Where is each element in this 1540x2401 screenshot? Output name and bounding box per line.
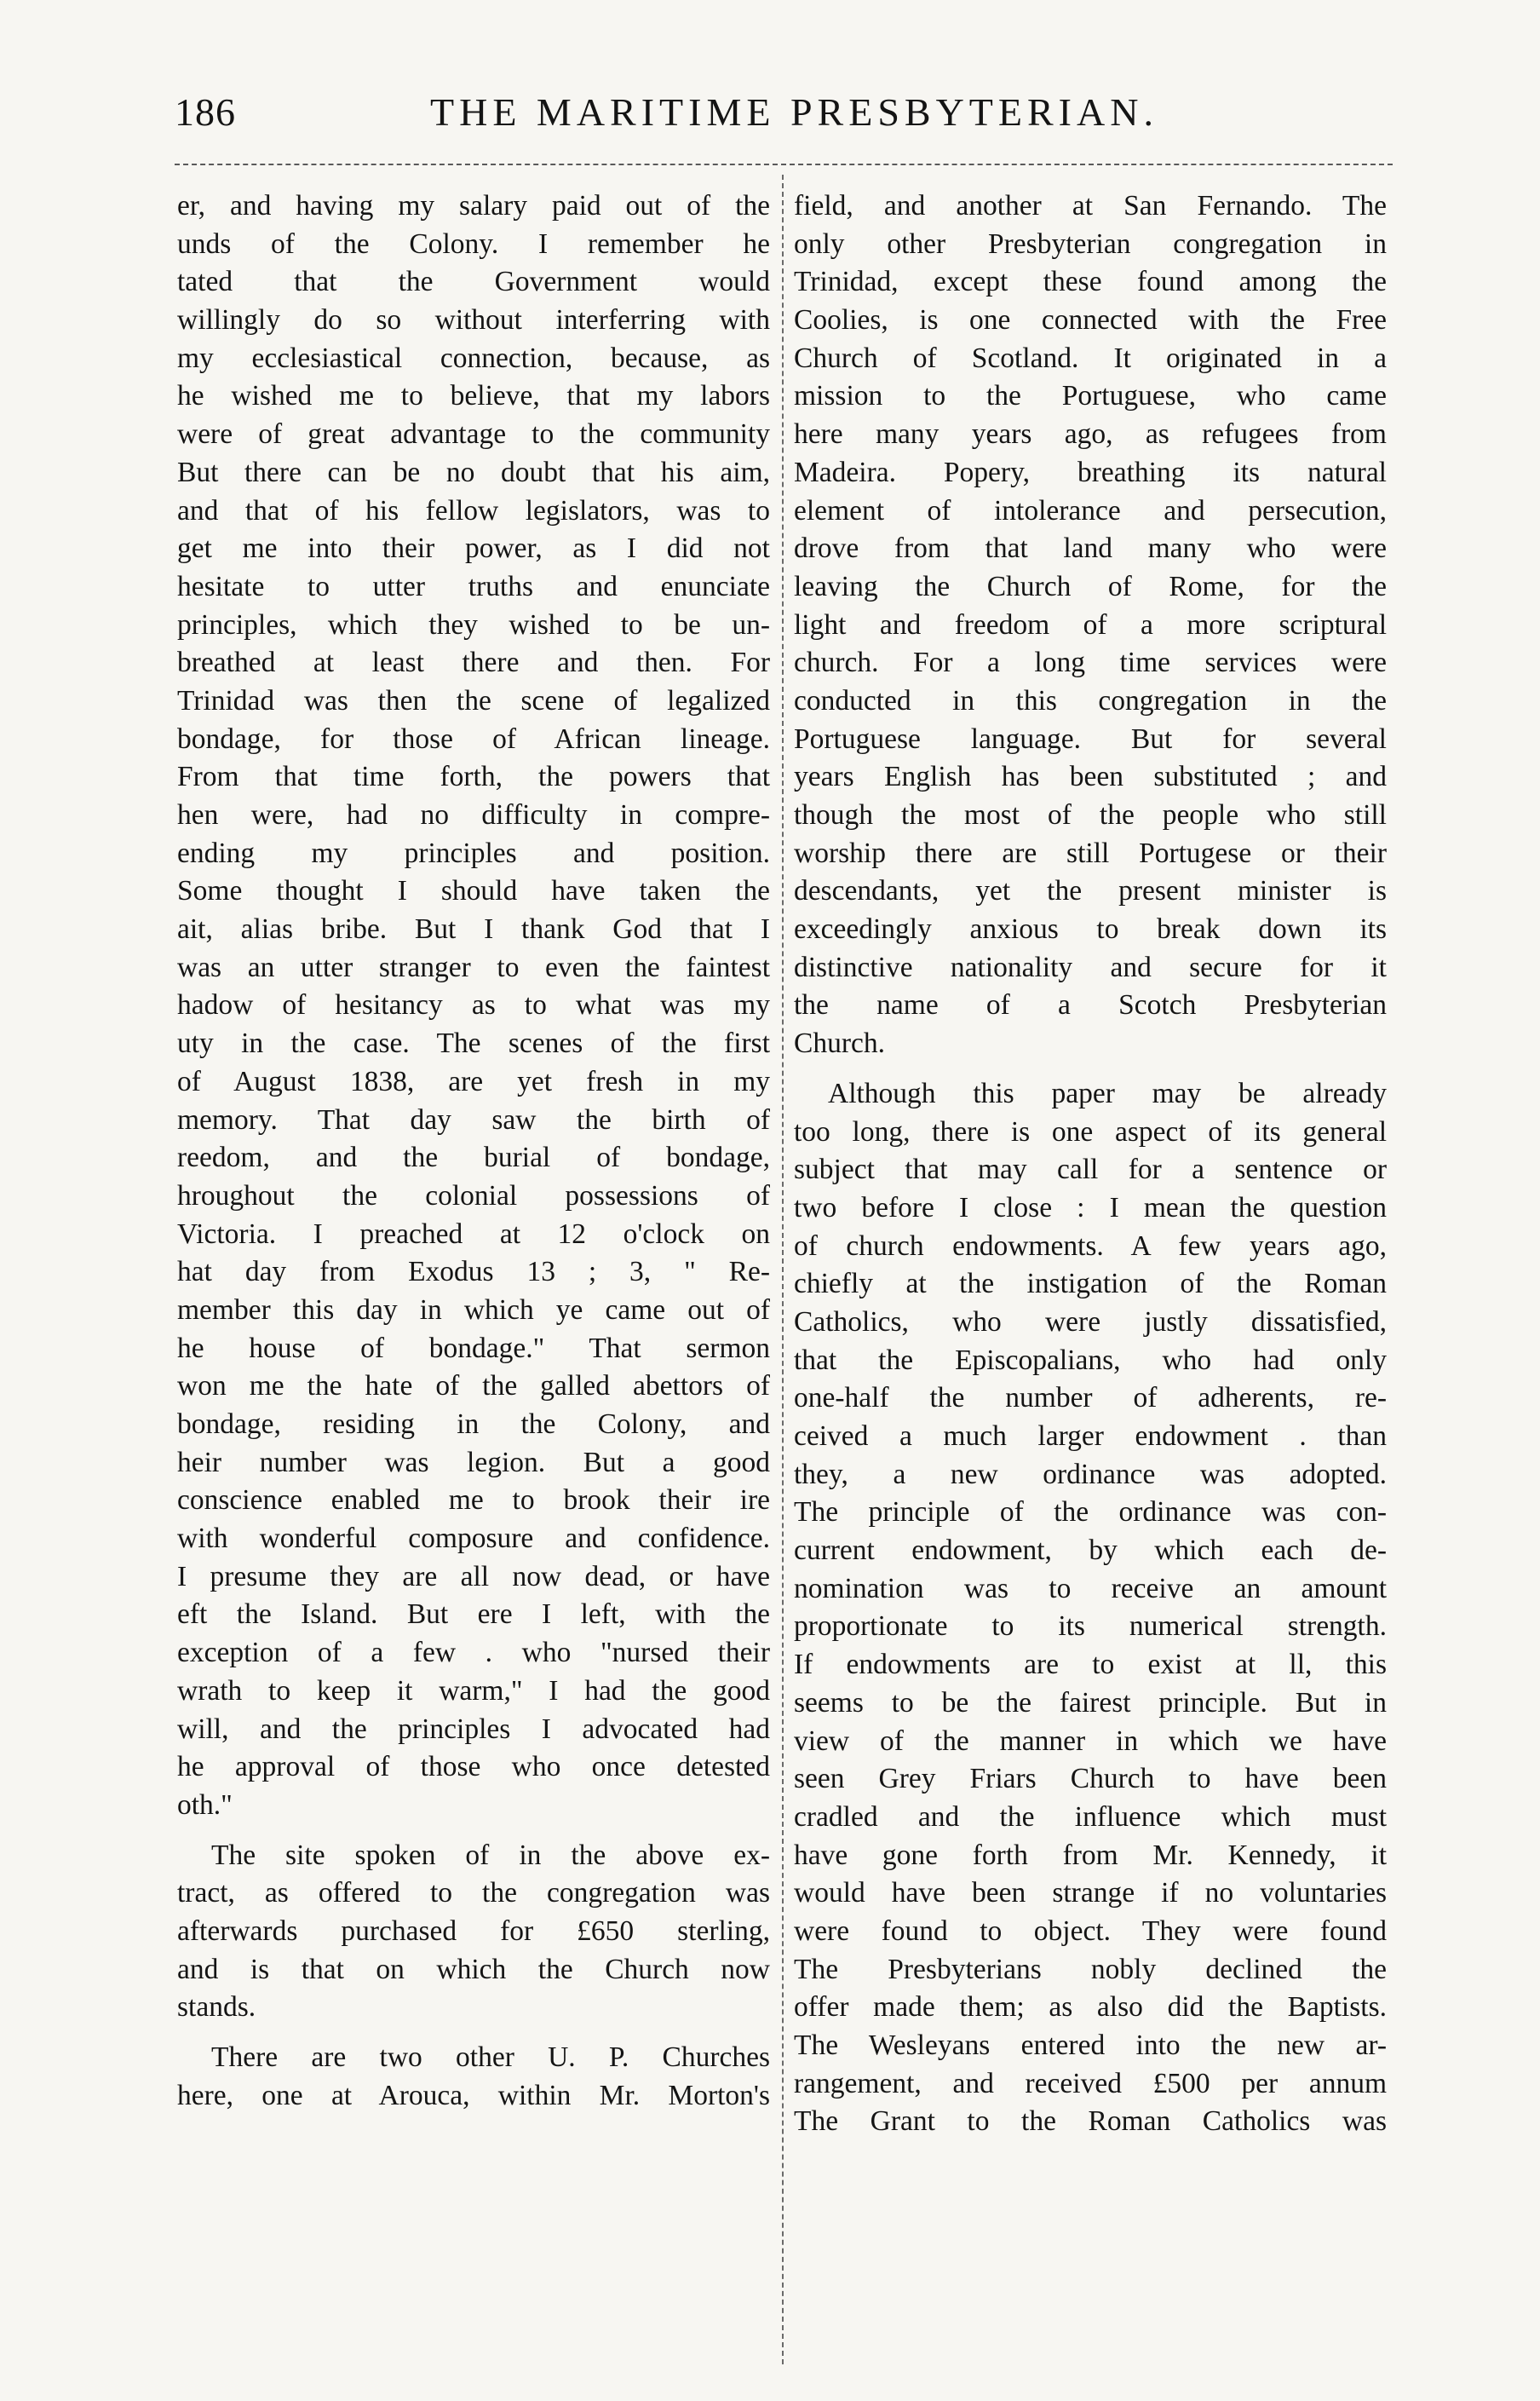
text-line: descendants, yet the present minister is [794, 875, 1387, 907]
text-line: oth." [177, 1788, 233, 1821]
text-line: Madeira. Popery, breathing its natural [794, 456, 1387, 488]
text-line: But there can be no doubt that his aim, [177, 456, 770, 488]
text-line: Church. [794, 1028, 885, 1060]
text-line: seems to be the fairest principle. But in [794, 1686, 1387, 1719]
right-column [794, 187, 1387, 2141]
text-line: won me the hate of the galled abettors of [177, 1370, 770, 1402]
text-line: The Grant to the Roman Catholics was [794, 2105, 1387, 2138]
header-rule [175, 164, 1393, 165]
text-line: I presume they are all now dead, or have [177, 1560, 770, 1592]
text-line: of August 1838, are yet fresh in my [177, 1065, 770, 1097]
text-line: Although this paper may be already [828, 1077, 1387, 1109]
paragraph [794, 187, 1387, 1063]
text-line: conducted in this congregation in the [794, 684, 1387, 717]
text-line: get me into their power, as I did not [177, 533, 770, 565]
text-line: Trinidad, except these found among the [794, 266, 1387, 298]
text-line: ait, alias bribe. But I thank God that I [177, 913, 770, 946]
text-line: would have been strange if no voluntaries [794, 1877, 1387, 1909]
text-line: Some thought I should have taken the [177, 875, 770, 907]
text-line: the name of a Scotch Presbyterian [794, 989, 1387, 1022]
text-line: only other Presbyterian congregation in [794, 227, 1387, 260]
text-line: The site spoken of in the above ex- [211, 1839, 770, 1871]
page-number: 186 [175, 90, 236, 134]
paragraph-gap [177, 1825, 770, 1837]
paragraph-gap [794, 1063, 1387, 1075]
page-header [175, 89, 1393, 141]
text-line: stands. [177, 1991, 256, 2024]
text-line: too long, there is one aspect of its general [794, 1115, 1387, 1148]
text-line: cradled and the influence which must [794, 1800, 1387, 1833]
text-line: hroughout the colonial possessions of [177, 1179, 770, 1212]
text-line: light and freedom of a more scriptural [794, 608, 1387, 641]
text-line: offer made them; as also did the Baptists. [794, 1991, 1387, 2024]
paragraph [794, 1075, 1387, 2141]
paragraph-gap [177, 2027, 770, 2039]
text-line: they, a new ordinance was adopted. [794, 1458, 1387, 1490]
text-line: worship there are still Portugese or their [794, 837, 1387, 869]
text-line: The principle of the ordinance was con- [794, 1496, 1387, 1529]
text-line: The Wesleyans entered into the new ar- [794, 2030, 1387, 2061]
text-line: Victoria. I preached at 12 o'clock on [177, 1218, 770, 1250]
text-line: willingly do so without interferring with [177, 304, 770, 337]
text-line: tract, as offered to the congregation was [177, 1877, 770, 1909]
running-title: THE MARITIME PRESBYTERIAN. [430, 90, 1158, 134]
text-line: conscience enabled me to brook their ire [177, 1484, 770, 1517]
text-line: were found to object. They were found [794, 1914, 1387, 1947]
text-line: here, one at Arouca, within Mr. Morton's [177, 2079, 770, 2111]
text-line: hesitate to utter truths and enunciate [177, 570, 770, 602]
text-line: of church endowments. A few years ago, [794, 1229, 1387, 1262]
text-line: one-half the number of adherents, re- [794, 1382, 1387, 1414]
text-line: years English has been substituted ; and [794, 761, 1387, 793]
text-line: hat day from Exodus 13 ; 3, " Re- [177, 1256, 770, 1288]
text-line: he house of bondage." That sermon [177, 1332, 770, 1364]
text-line: he approval of those who once detested [177, 1751, 770, 1783]
text-line: exceedingly anxious to break down its [794, 913, 1387, 946]
text-line: though the most of the people who still [794, 799, 1387, 831]
text-line: with wonderful composure and confidence. [177, 1523, 770, 1555]
text-line: bondage, for those of African lineage. [177, 723, 770, 755]
text-line: subject that may call for a sentence or [794, 1154, 1387, 1186]
text-line: that the Episcopalians, who had only [794, 1344, 1387, 1376]
text-line: Catholics, who were justly dissatisfied, [794, 1305, 1387, 1338]
text-line: Portuguese language. But for several [794, 723, 1387, 755]
text-line: uty in the case. The scenes of the first [177, 1028, 770, 1060]
paragraph [177, 187, 770, 1825]
text-line: memory. That day saw the birth of [177, 1103, 770, 1136]
text-line: unds of the Colony. I remember he [177, 227, 770, 260]
text-line: proportionate to its numerical strength. [794, 1610, 1387, 1643]
text-line: heir number was legion. But a good [177, 1446, 770, 1478]
text-line: seen Grey Friars Church to have been [794, 1763, 1387, 1795]
text-line: element of intolerance and persecution, [794, 494, 1387, 527]
text-line: hen were, had no difficulty in compre- [177, 799, 770, 831]
text-line: two before I close : I mean the question [794, 1191, 1387, 1224]
text-line: member this day in which ye came out of [177, 1293, 770, 1326]
paragraph [177, 2039, 770, 2115]
text-line: rangement, and received £500 per annum [794, 2067, 1387, 2099]
text-line: eft the Island. But ere I left, with the [177, 1598, 770, 1631]
text-line: reedom, and the burial of bondage, [177, 1142, 770, 1174]
column-rule [782, 175, 784, 2364]
text-line: ceived a much larger endowment . than [794, 1420, 1387, 1452]
text-line: breathed at least there and then. For [177, 647, 770, 679]
text-line: bondage, residing in the Colony, and [177, 1408, 770, 1440]
text-line: mission to the Portuguese, who came [794, 380, 1387, 412]
text-line: afterwards purchased for £650 sterling, [177, 1914, 770, 1947]
text-line: If endowments are to exist at ll, this [794, 1649, 1387, 1681]
text-line: wrath to keep it warm," I had the good [177, 1674, 770, 1707]
text-line: principles, which they wished to be un- [177, 608, 770, 641]
text-line: exception of a few . who "nursed their [177, 1637, 770, 1669]
text-line: The Presbyterians nobly declined the [794, 1953, 1387, 1985]
text-line: distinctive nationality and secure for it [794, 951, 1387, 983]
left-column [177, 187, 770, 2115]
text-line: was an utter stranger to even the faintest [177, 951, 770, 983]
text-line: drove from that land many who were [794, 533, 1387, 565]
text-line: nomination was to receive an amount [794, 1572, 1387, 1604]
text-line: current endowment, by which each de- [794, 1534, 1387, 1567]
text-line: and that of his fellow legislators, was to [177, 494, 770, 527]
text-line: and is that on which the Church now [177, 1953, 770, 1985]
text-line: hadow of hesitancy as to what was my [177, 989, 770, 1022]
text-line: were of great advantage to the community [177, 418, 770, 451]
text-line: my ecclesiastical connection, because, as [177, 342, 770, 374]
text-line: here many years ago, as refugees from [794, 418, 1387, 451]
text-line: church. For a long time services were [794, 647, 1387, 679]
text-line: chiefly at the instigation of the Roman [794, 1268, 1387, 1300]
text-line: field, and another at San Fernando. The [794, 190, 1387, 222]
text-line: Coolies, is one connected with the Free [794, 304, 1387, 337]
text-line: tated that the Government would [177, 266, 770, 298]
text-line: Church of Scotland. It originated in a [794, 342, 1387, 374]
text-line: he wished me to believe, that my labors [177, 380, 770, 412]
paragraph [177, 1837, 770, 2027]
text-line: er, and having my salary paid out of the [177, 190, 770, 222]
text-line: view of the manner in which we have [794, 1724, 1387, 1757]
text-line: Trinidad was then the scene of legalized [177, 684, 770, 717]
text-line: There are two other U. P. Churches [211, 2041, 770, 2073]
text-line: From that time forth, the powers that [177, 761, 770, 793]
text-line: ending my principles and position. [177, 837, 770, 869]
text-line: have gone forth from Mr. Kennedy, it [794, 1839, 1387, 1871]
text-line: leaving the Church of Rome, for the [794, 570, 1387, 602]
text-line: will, and the principles I advocated had [177, 1713, 770, 1745]
